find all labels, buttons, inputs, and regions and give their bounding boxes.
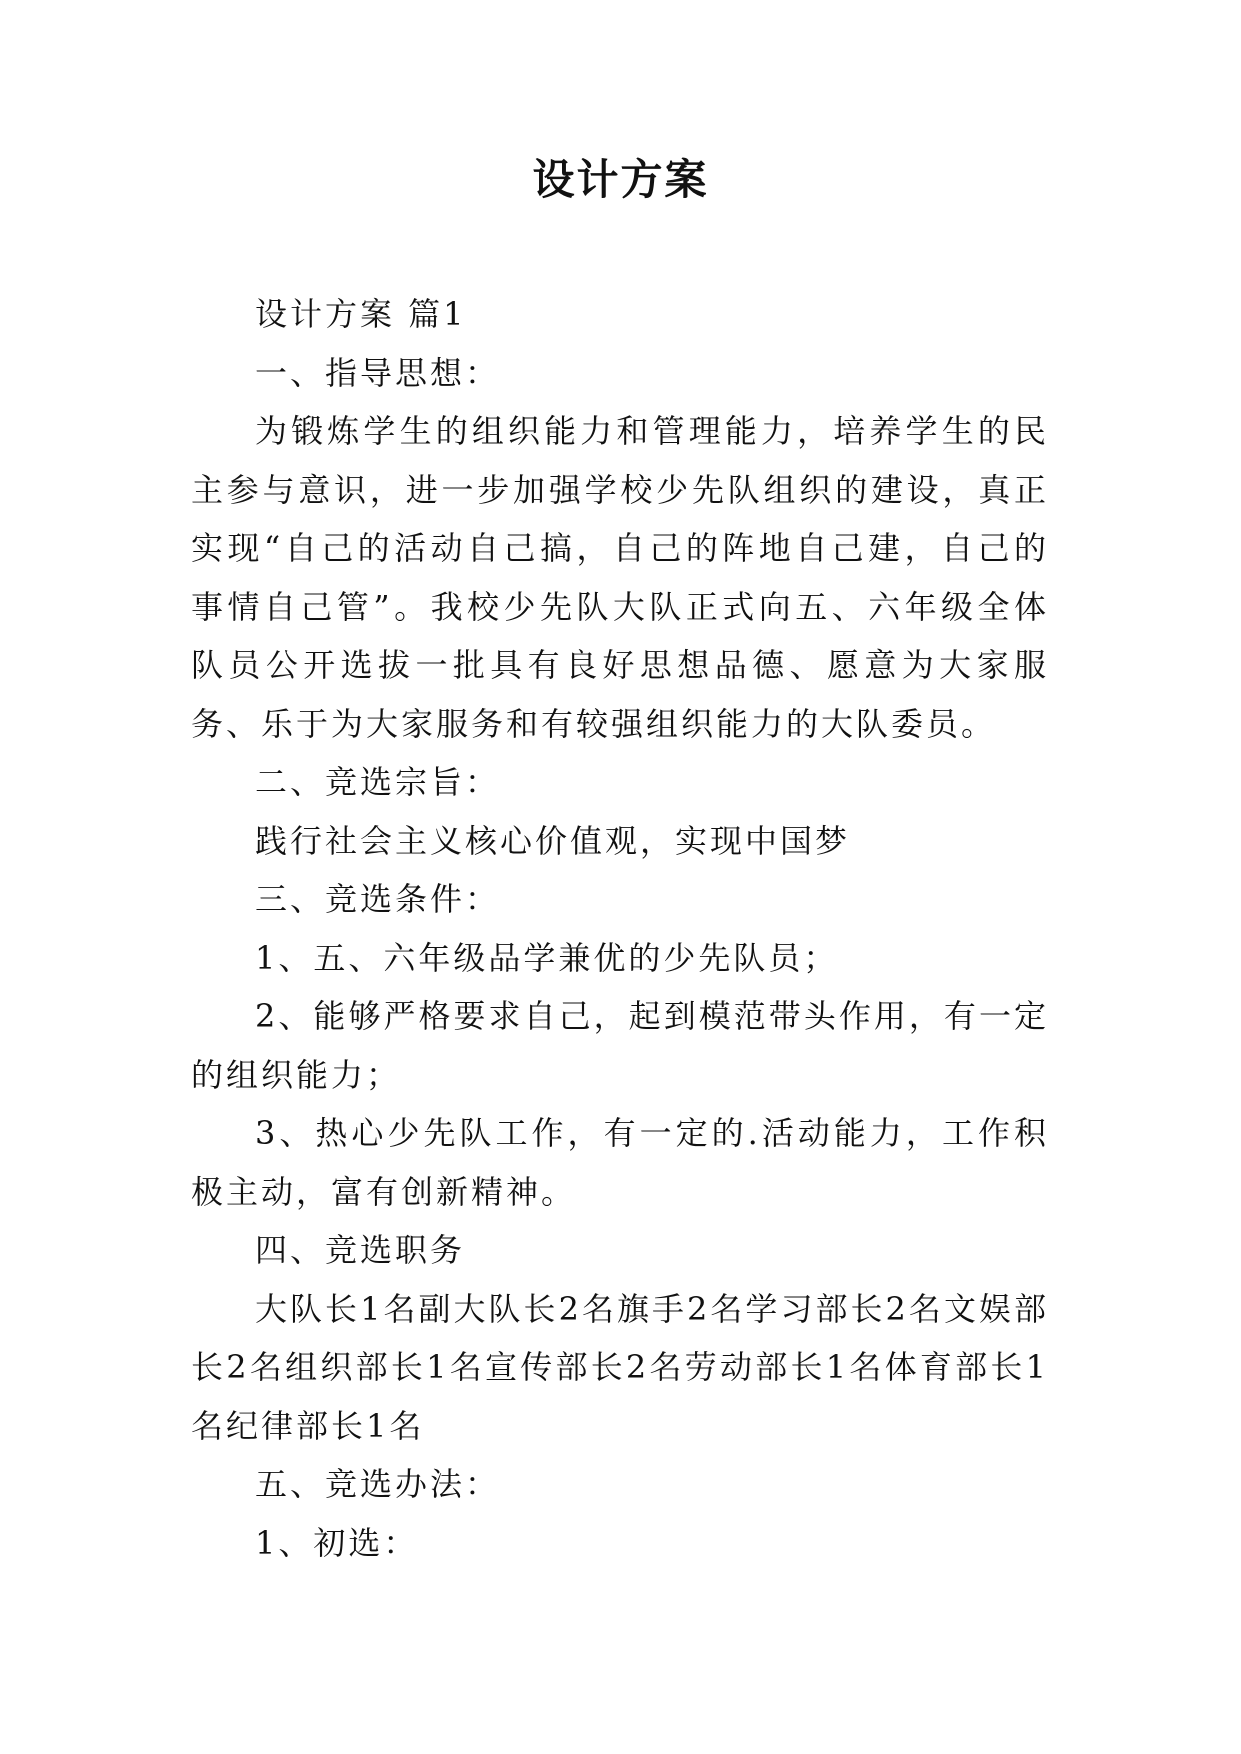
section-heading-positions: 四、竞选职务 <box>255 1231 466 1269</box>
list-item-condition-2: 2、能够严格要求自己，起到模范带头作用，有一定的组织能力； <box>191 997 1049 1094</box>
section-heading-method: 五、竞选办法： <box>255 1465 501 1503</box>
paragraph-positions: 大队长1名副大队长2名旗手2名学习部长2名文娱部长2名组织部长1名宣传部长2名劳动部长1名体育部长1名纪律部长1名 <box>191 1289 1049 1445</box>
paragraph-guiding-ideology: 为锻炼学生的组织能力和管理能力，培养学生的民主参与意识，进一步加强学校少先队组织的建设，真正实现“自己的活动自己搞，自己的阵地自己建，自己的事情自己管”。我校少先队大队正式向五、六年级全体队员公开选拔一批具有良好思想品德、愿意为大家服务、乐于为大家服务和有较强组织能力的大队委员。 <box>191 412 1049 743</box>
section-heading-conditions: 三、竞选条件： <box>255 880 501 918</box>
section-heading-purpose: 二、竞选宗旨： <box>255 763 501 801</box>
document-body <box>191 285 1049 1572</box>
page-title: 设计方案 <box>532 155 709 204</box>
section-heading-guiding-ideology: 一、指导思想： <box>255 353 501 392</box>
list-item-condition-3: 3、热心少先队工作，有一定的.活动能力，工作积极主动，富有创新精神。 <box>191 1114 1049 1211</box>
section-heading-subtitle: 设计方案 篇1 <box>255 295 467 333</box>
list-item-condition-1: 1、五、六年级品学兼优的少先队员； <box>255 938 839 977</box>
paragraph-purpose: 践行社会主义核心价值观，实现中国梦 <box>255 821 851 860</box>
list-item-method-1: 1、初选： <box>255 1523 419 1562</box>
